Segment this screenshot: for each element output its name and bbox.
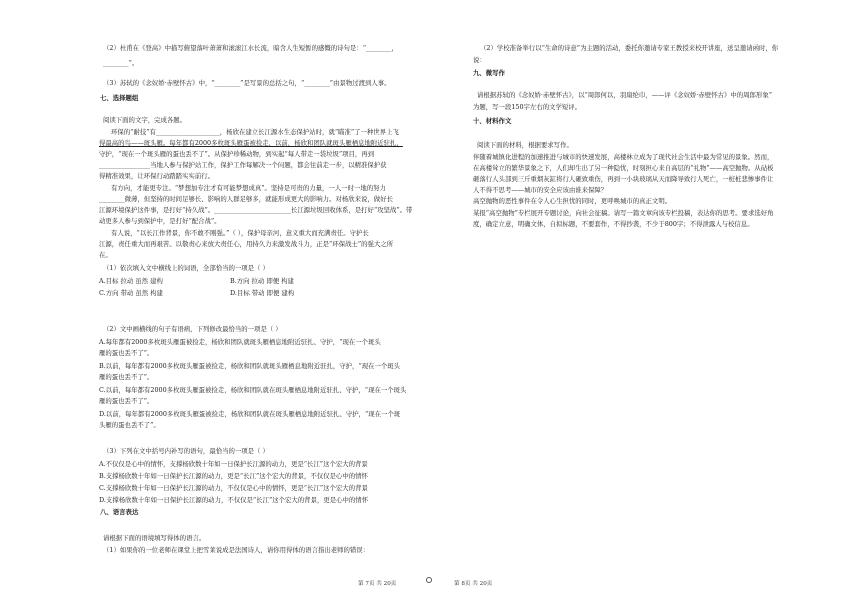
text-line: B.方向 拉动 即便 构建 xyxy=(230,277,294,285)
text-line: ________微薄，但坚持的时间足够长、影响的人群足够多，就能形成更大的影响力。对杨欣来说，做好长 xyxy=(99,195,393,203)
text-line: 说： xyxy=(473,56,486,64)
text-line: ________”。 xyxy=(103,59,139,67)
text-line: 头雁的蛋也丢不了”。 xyxy=(99,421,160,429)
text-line: A.每年都有2000多枚斑头雁蛋被捡走，杨欣和团队就斑头雁栖息地附近驻扎、守护，“现在一个斑头 xyxy=(99,338,381,346)
text-line: （3）苏轼的《念奴娇·赤壁怀古》中，“________”是写景的总括之句，“________”由景物过渡到人事。 xyxy=(103,79,391,87)
text-line: C.以前，每年都有2000多枚斑头雁蛋被捡走，杨欣和团队就在斑头雁栖息地附近驻扎、守护，“现在一个斑头 xyxy=(99,386,407,394)
text-line: 雁的蛋也丢不了”。 xyxy=(99,373,154,381)
page-separator-icon xyxy=(426,577,432,583)
text-line: （1）依次填入文中横线上的词语，全部恰当的一项是（ ） xyxy=(103,264,269,272)
text-line: 某报“高空抛物”专栏展开专题讨论，向社会征稿。请写一篇文章向该专栏投稿，表达你的思考。要求选好角 xyxy=(473,209,774,217)
text-line: 人不得不思考——城市的安全应该由谁来保障？ xyxy=(473,186,608,194)
text-line: B.以前，每年都有2000多枚斑头雁蛋被捡走，杨欣和团队就斑头雁栖息地附近驻扎，守护，“现在一个斑头 xyxy=(99,362,401,370)
text-line: 守护，“现在一个斑头雁的蛋也丢不了”。从保护珍稀动物，到实起“每人带走一袋垃圾”项目，再到 xyxy=(99,150,375,158)
text-line: 江源，责任重大而再艰苦。以敬责心来放大责任心，用持久力来激发战斗力，正是“环保战士”的强大之所 xyxy=(99,240,394,248)
right-page xyxy=(430,0,860,608)
text-line: 在。 xyxy=(99,251,112,259)
text-line: 阅读下面的材料，根据要求写作。 xyxy=(477,141,573,149)
text-line: 江源环境保护这件事，是打好“持久战”。________________________长江源垃圾回收体系，是打好“攻坚战”。带 xyxy=(99,206,413,214)
section-heading: 九、微写作 xyxy=(473,69,505,77)
text-line: D.以前，每年都有2000多枚斑头雁蛋被捡走，杨欣和团队就在斑头雁栖息地附近驻扎、守护，“现在一个斑 xyxy=(99,410,401,418)
text-line: 雁的蛋也丢不了”。 xyxy=(99,349,154,357)
text-line: 有人说，“以长江作背景，你不敢不刚强。”（ ），保护母亲河，意义重大而充满责任。守护长 xyxy=(111,229,369,237)
right-page-number: 第 8页 共 20页 xyxy=(454,581,493,587)
section-heading: 七、选择题组 xyxy=(100,94,139,102)
text-line: 请根据苏轼的《念奴娇·赤壁怀古》，以“周郎何以，羽扇纶巾，——评《念奴娇·赤壁怀古》中的周郎形象” xyxy=(477,91,772,99)
text-line: 伴随着城镇化进程的加速推进与城市的快速发展，高楼林立成为了现代社会生活中最为常见的景象。然而， xyxy=(473,153,774,161)
text-line: 阅读下面的文字，完成各题。 xyxy=(103,116,187,124)
text-line: 为题，写一段150字左右的文学短评。 xyxy=(473,103,582,111)
text-line: D.支撑杨欣数十年如一日保护长江源的动力，不仅仅是“长江”这个宏大的背景，更是心中的情怀 xyxy=(99,496,369,504)
text-line: （2）文中画横线的句子有语病，下列修改最恰当的一项是（ ） xyxy=(103,325,282,333)
text-line: 有方向，才能更专注。“梦想加专注才有可能梦想成真”。坚持是可贵的力量，一人一时一地的努力 xyxy=(111,184,386,192)
text-line: （2）杜甫在《登高》中描写俯望落叶萧萧和滚滚江水长流，暗含人生短暂的感慨的诗句是：“________， xyxy=(103,44,398,52)
text-line: 环保的“耐技”有____________________，杨欣在建立长江源水生态保护站时，就“瞄准”了一种世界上飞 xyxy=(111,128,399,136)
text-line: 得最高的鸟——斑头雁。每年都有2000多枚斑头雁蛋被捡走，以前，杨欣和团队就斑头雁栖息地附近驻扎， xyxy=(99,139,403,147)
text-line: C.方向 带动 虽然 构建 xyxy=(99,289,163,297)
text-line: 砸落行人头部到三斤重烟灰缸将行人砸致重伤，再到一小块玻璃从天而降导致行人死亡，一桩桩悲惨事件让 xyxy=(473,175,774,183)
text-line: D.目标 带动 即便 建构 xyxy=(230,289,295,297)
text-line: 在高楼耸立的繁华景象之下，人们却生出了另一种隐忧，时刻担心来自高层的“礼物”——高空抛物。从砧板 xyxy=(473,164,774,172)
text-line: A.目标 拉动 虽然 建构 xyxy=(99,277,163,285)
text-line: B.支撑杨欣数十年如一日保护长江源的动力，更是“长江”这个宏大的背景，不仅仅是心中的情怀 xyxy=(99,472,368,480)
section-heading: 八、语言表达 xyxy=(100,508,139,516)
text-line: 动更多人参与到保护中，是打好“配合战”。 xyxy=(99,217,221,225)
section-heading: 十、材料作文 xyxy=(473,117,512,125)
text-line: （3）下列在文中括号内补写的语句，最恰当的一项是（ ） xyxy=(103,447,269,455)
text-line: A.不仅仅是心中的情怀，支撑杨欣数十年如一日保护长江源的动力，更是“长江”这个宏大的背景 xyxy=(99,460,368,468)
text-line: C.支撑杨欣数十年如一日保护长江源的动力，不仅仅是心中的情怀，更是“长江”这个宏大的背景 xyxy=(99,484,368,492)
text-line: 度，确定立意，明确文体，自拟标题，不要套作，不得抄袭，不少于800字；不得泄露人与校信息。 xyxy=(473,220,754,228)
text-line: 得精准效果，让环保行动踏踏实实前行。 xyxy=(99,172,215,180)
text-line: （1）如果你的一位老师在课堂上把雪莱说成是法国诗人，请你用得体的语言指出老师的错误： xyxy=(103,546,370,554)
text-line: 请根据下面的语境填写得体的语言。 xyxy=(103,534,206,542)
text-line: 雁的蛋也丢不了”。 xyxy=(99,397,154,405)
left-page-number: 第 7页 共 20页 xyxy=(358,581,397,587)
text-line: （2）学校准备举行以“生命的诗意”为主题的活动，委托你邀请专家王教授来校开讲座，送呈邀请函时，你 xyxy=(480,44,779,52)
text-line: 高空抛物的恶性事件在令人心生担忧的同时，更呼唤城市的真正文明。 xyxy=(473,197,672,205)
text-line: ________________当地人参与保护站工作，保护工作每解决一个问题，都会往前走一步，以精准保护获 xyxy=(99,161,387,169)
